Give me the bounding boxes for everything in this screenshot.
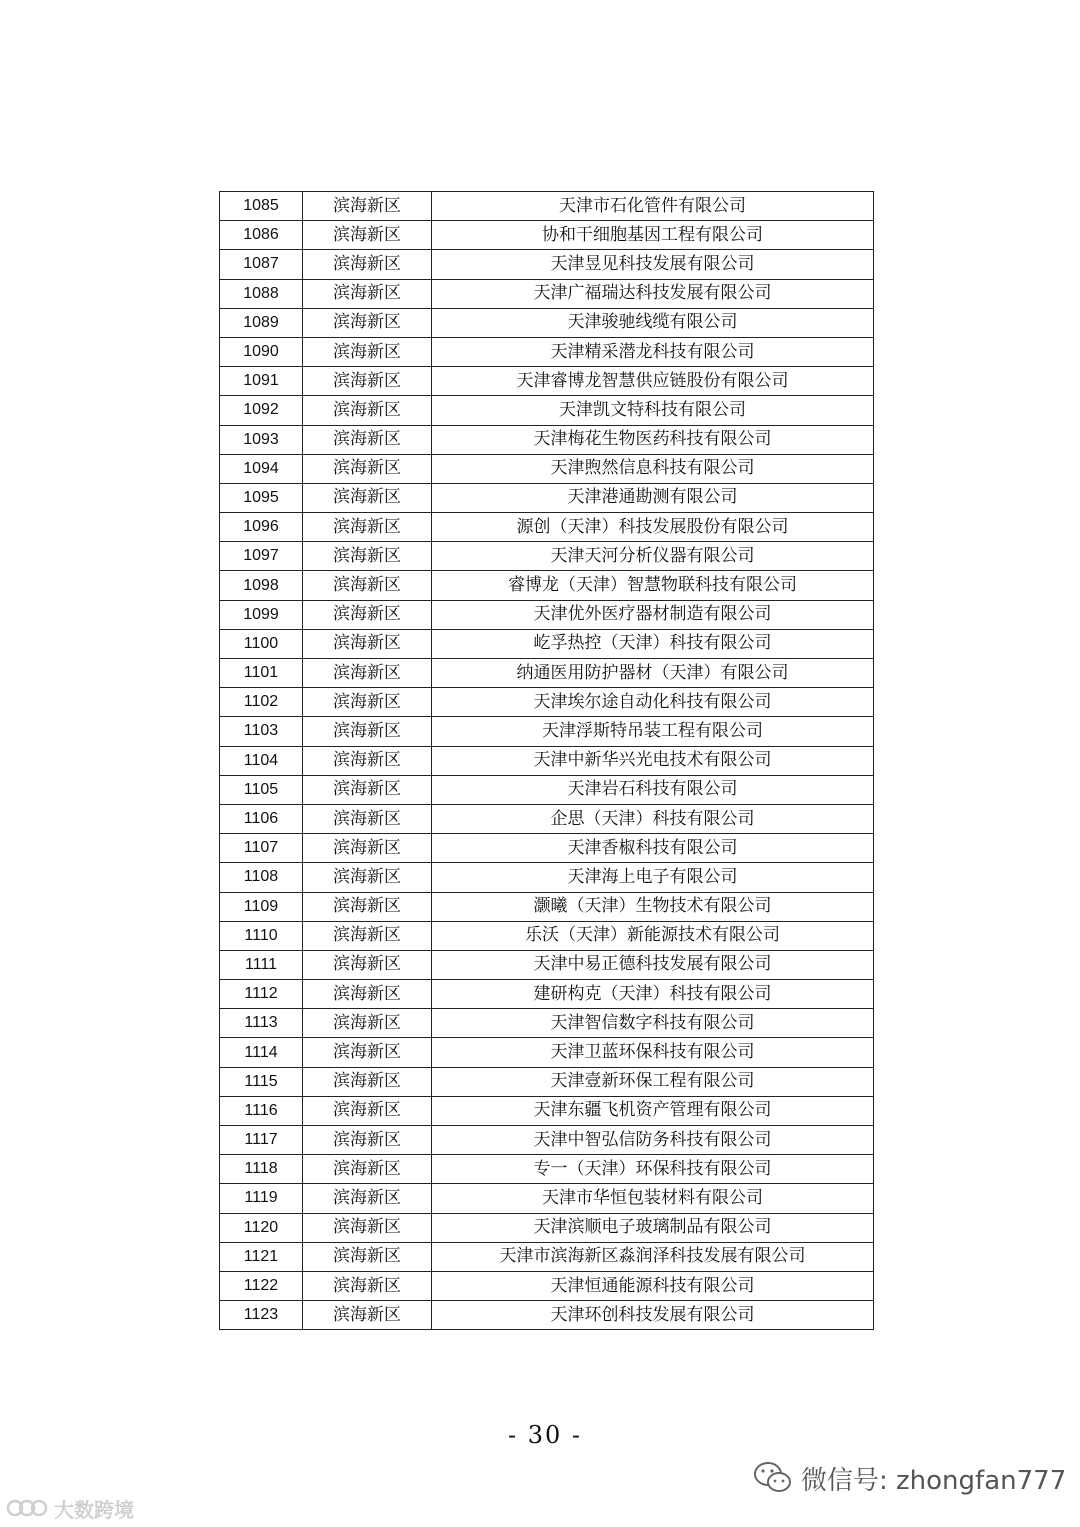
row-company: 纳通医用防护器材（天津）有限公司 — [432, 659, 874, 688]
row-number: 1121 — [220, 1242, 303, 1271]
row-district: 滨海新区 — [303, 221, 432, 250]
row-company: 天津壹新环保工程有限公司 — [432, 1067, 874, 1096]
row-company: 天津港通勘测有限公司 — [432, 483, 874, 512]
row-district: 滨海新区 — [303, 1009, 432, 1038]
row-district: 滨海新区 — [303, 1242, 432, 1271]
company-list-table — [219, 191, 874, 1330]
row-number: 1108 — [220, 863, 303, 892]
row-company: 天津海上电子有限公司 — [432, 863, 874, 892]
row-company: 企思（天津）科技有限公司 — [432, 804, 874, 833]
row-company: 天津凯文特科技有限公司 — [432, 396, 874, 425]
table-row — [220, 367, 874, 396]
table-row — [220, 1242, 874, 1271]
table-row — [220, 950, 874, 979]
row-company: 天津中新华兴光电技术有限公司 — [432, 746, 874, 775]
row-district: 滨海新区 — [303, 279, 432, 308]
row-district: 滨海新区 — [303, 513, 432, 542]
row-district: 滨海新区 — [303, 192, 432, 221]
table-row — [220, 1126, 874, 1155]
table-row — [220, 834, 874, 863]
row-company: 天津广福瑞达科技发展有限公司 — [432, 279, 874, 308]
row-number: 1110 — [220, 921, 303, 950]
row-number: 1115 — [220, 1067, 303, 1096]
table-row — [220, 921, 874, 950]
row-district: 滨海新区 — [303, 425, 432, 454]
row-number: 1102 — [220, 688, 303, 717]
row-district: 滨海新区 — [303, 1184, 432, 1213]
row-district: 滨海新区 — [303, 892, 432, 921]
row-company: 建研构克（天津）科技有限公司 — [432, 980, 874, 1009]
table-row — [220, 542, 874, 571]
row-district: 滨海新区 — [303, 775, 432, 804]
row-company: 天津岩石科技有限公司 — [432, 775, 874, 804]
row-number: 1101 — [220, 659, 303, 688]
row-number: 1116 — [220, 1096, 303, 1125]
row-district: 滨海新区 — [303, 1155, 432, 1184]
row-company: 协和干细胞基因工程有限公司 — [432, 221, 874, 250]
table-row — [220, 629, 874, 658]
row-district: 滨海新区 — [303, 454, 432, 483]
row-district: 滨海新区 — [303, 483, 432, 512]
row-company: 天津埃尔途自动化科技有限公司 — [432, 688, 874, 717]
row-company: 天津东疆飞机资产管理有限公司 — [432, 1096, 874, 1125]
row-company: 天津香椒科技有限公司 — [432, 834, 874, 863]
table-row — [220, 192, 874, 221]
table-row — [220, 1301, 874, 1330]
row-company: 天津浮斯特吊装工程有限公司 — [432, 717, 874, 746]
row-number: 1105 — [220, 775, 303, 804]
row-district: 滨海新区 — [303, 367, 432, 396]
row-district: 滨海新区 — [303, 396, 432, 425]
table-row — [220, 308, 874, 337]
row-company: 天津卫蓝环保科技有限公司 — [432, 1038, 874, 1067]
row-district: 滨海新区 — [303, 629, 432, 658]
row-company: 天津骏驰线缆有限公司 — [432, 308, 874, 337]
row-district: 滨海新区 — [303, 834, 432, 863]
row-district: 滨海新区 — [303, 1271, 432, 1300]
row-number: 1092 — [220, 396, 303, 425]
table-row — [220, 1067, 874, 1096]
row-district: 滨海新区 — [303, 337, 432, 366]
row-number: 1104 — [220, 746, 303, 775]
row-number: 1088 — [220, 279, 303, 308]
table-body — [220, 192, 874, 1330]
row-company: 天津煦然信息科技有限公司 — [432, 454, 874, 483]
row-number: 1113 — [220, 1009, 303, 1038]
row-company: 屹孚热控（天津）科技有限公司 — [432, 629, 874, 658]
row-company: 乐沃（天津）新能源技术有限公司 — [432, 921, 874, 950]
row-district: 滨海新区 — [303, 1096, 432, 1125]
row-number: 1099 — [220, 600, 303, 629]
row-company: 天津滨顺电子玻璃制品有限公司 — [432, 1213, 874, 1242]
row-number: 1118 — [220, 1155, 303, 1184]
row-district: 滨海新区 — [303, 1126, 432, 1155]
brand-text: 大数跨境 — [54, 1497, 134, 1522]
row-company: 天津梅花生物医药科技有限公司 — [432, 425, 874, 454]
row-company: 专一（天津）环保科技有限公司 — [432, 1155, 874, 1184]
row-company: 天津精采潜龙科技有限公司 — [432, 337, 874, 366]
row-company: 睿博龙（天津）智慧物联科技有限公司 — [432, 571, 874, 600]
table-row — [220, 1096, 874, 1125]
row-company: 天津智信数字科技有限公司 — [432, 1009, 874, 1038]
table-row — [220, 1184, 874, 1213]
row-number: 1094 — [220, 454, 303, 483]
page-number: - 30 - — [507, 1421, 582, 1449]
row-number: 1109 — [220, 892, 303, 921]
row-district: 滨海新区 — [303, 1213, 432, 1242]
brand-logo-icon — [6, 1496, 50, 1520]
table-row — [220, 804, 874, 833]
table-row — [220, 337, 874, 366]
row-number: 1089 — [220, 308, 303, 337]
table-row — [220, 454, 874, 483]
table-row — [220, 659, 874, 688]
table-row — [220, 483, 874, 512]
row-company: 天津中智弘信防务科技有限公司 — [432, 1126, 874, 1155]
row-company: 天津睿博龙智慧供应链股份有限公司 — [432, 367, 874, 396]
row-district: 滨海新区 — [303, 688, 432, 717]
row-number: 1111 — [220, 950, 303, 979]
table-row — [220, 863, 874, 892]
row-number: 1117 — [220, 1126, 303, 1155]
row-company: 源创（天津）科技发展股份有限公司 — [432, 513, 874, 542]
table-row — [220, 571, 874, 600]
table-row — [220, 1009, 874, 1038]
wechat-id-text: 微信号: zhongfan777 — [801, 1465, 1067, 1496]
row-number: 1119 — [220, 1184, 303, 1213]
table-row — [220, 279, 874, 308]
table-row — [220, 396, 874, 425]
row-company: 天津市滨海新区淼润泽科技发展有限公司 — [432, 1242, 874, 1271]
row-district: 滨海新区 — [303, 308, 432, 337]
row-district: 滨海新区 — [303, 804, 432, 833]
table-row — [220, 1271, 874, 1300]
row-number: 1106 — [220, 804, 303, 833]
row-number: 1087 — [220, 250, 303, 279]
row-number: 1103 — [220, 717, 303, 746]
table-row — [220, 746, 874, 775]
row-district: 滨海新区 — [303, 717, 432, 746]
row-company: 灏曦（天津）生物技术有限公司 — [432, 892, 874, 921]
row-district: 滨海新区 — [303, 921, 432, 950]
row-district: 滨海新区 — [303, 980, 432, 1009]
table-row — [220, 600, 874, 629]
row-number: 1095 — [220, 483, 303, 512]
row-number: 1091 — [220, 367, 303, 396]
wechat-icon — [753, 1461, 793, 1495]
row-district: 滨海新区 — [303, 746, 432, 775]
table-row — [220, 688, 874, 717]
row-district: 滨海新区 — [303, 950, 432, 979]
row-district: 滨海新区 — [303, 571, 432, 600]
row-district: 滨海新区 — [303, 1067, 432, 1096]
row-company: 天津恒通能源科技有限公司 — [432, 1271, 874, 1300]
table-row — [220, 892, 874, 921]
table-row — [220, 1038, 874, 1067]
row-company: 天津天河分析仪器有限公司 — [432, 542, 874, 571]
row-district: 滨海新区 — [303, 600, 432, 629]
row-company: 天津昱见科技发展有限公司 — [432, 250, 874, 279]
row-number: 1097 — [220, 542, 303, 571]
table-row — [220, 1155, 874, 1184]
table-row — [220, 717, 874, 746]
table-row — [220, 980, 874, 1009]
row-district: 滨海新区 — [303, 1301, 432, 1330]
row-number: 1086 — [220, 221, 303, 250]
row-number: 1096 — [220, 513, 303, 542]
table-row — [220, 1213, 874, 1242]
row-number: 1120 — [220, 1213, 303, 1242]
row-district: 滨海新区 — [303, 542, 432, 571]
row-number: 1114 — [220, 1038, 303, 1067]
row-number: 1093 — [220, 425, 303, 454]
row-district: 滨海新区 — [303, 250, 432, 279]
row-number: 1122 — [220, 1271, 303, 1300]
row-number: 1085 — [220, 192, 303, 221]
row-district: 滨海新区 — [303, 863, 432, 892]
table-row — [220, 425, 874, 454]
table-row — [220, 250, 874, 279]
row-number: 1112 — [220, 980, 303, 1009]
row-number: 1090 — [220, 337, 303, 366]
row-company: 天津中易正德科技发展有限公司 — [432, 950, 874, 979]
table-row — [220, 775, 874, 804]
row-number: 1107 — [220, 834, 303, 863]
wechat-watermark — [753, 1460, 1066, 1496]
brand-watermark — [6, 1494, 134, 1522]
row-company: 天津环创科技发展有限公司 — [432, 1301, 874, 1330]
row-number: 1123 — [220, 1301, 303, 1330]
row-number: 1098 — [220, 571, 303, 600]
row-company: 天津市华恒包装材料有限公司 — [432, 1184, 874, 1213]
table-row — [220, 513, 874, 542]
row-company: 天津市石化管件有限公司 — [432, 192, 874, 221]
row-number: 1100 — [220, 629, 303, 658]
row-company: 天津优外医疗器材制造有限公司 — [432, 600, 874, 629]
row-district: 滨海新区 — [303, 1038, 432, 1067]
table-row — [220, 221, 874, 250]
row-district: 滨海新区 — [303, 659, 432, 688]
